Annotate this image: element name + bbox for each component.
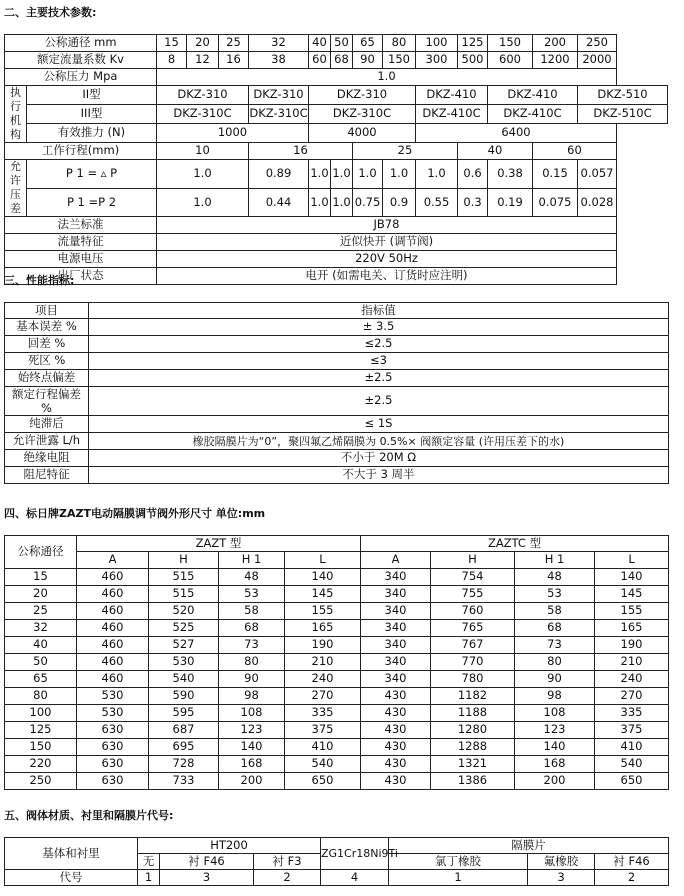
dims-value-cell: 650: [285, 773, 361, 790]
dims-value-cell: 140: [515, 739, 595, 756]
dims-value-cell: 123: [219, 722, 285, 739]
dims-value-cell: 765: [431, 620, 515, 637]
dp1-cell: 0.15: [533, 160, 578, 189]
kv-cell: 1200: [533, 52, 578, 69]
dims-value-cell: 58: [219, 603, 285, 620]
dims-head-zazt: ZAZT 型: [77, 536, 361, 552]
dims-diam-cell: 100: [5, 705, 77, 722]
dims-value-cell: 240: [285, 671, 361, 688]
dims-value-cell: 165: [595, 620, 669, 637]
dims-row: [5, 756, 669, 773]
mat-ht200: HT200: [138, 838, 321, 854]
row-stroke: [5, 143, 668, 160]
dims-subhead-cell: L: [595, 552, 669, 569]
perf-head-value: 指标值: [89, 303, 669, 319]
dims-value-cell: 460: [77, 654, 149, 671]
dims-value-cell: 460: [77, 603, 149, 620]
dp2-cell: 0.075: [533, 188, 578, 217]
dims-value-cell: 590: [149, 688, 219, 705]
thrust-label: 有效推力 (N): [27, 124, 157, 143]
type2-cell: DKZ-310: [157, 86, 249, 105]
dims-value-cell: 155: [285, 603, 361, 620]
kv-label: 额定流量系数 Kv: [5, 52, 157, 69]
diam-cell: 150: [488, 35, 533, 52]
dims-value-cell: 430: [361, 688, 431, 705]
dims-subhead-cell: H 1: [219, 552, 285, 569]
dp2-cell: 1.0: [309, 188, 331, 217]
dp1-cell: 1.0: [353, 160, 383, 189]
power-value: 220V 50Hz: [157, 251, 617, 268]
dims-value-cell: 527: [149, 637, 219, 654]
mat-zg: ZG1Cr18Ni9Ti: [321, 838, 389, 870]
perf-head-item: 项目: [5, 303, 89, 319]
kv-cell: 16: [219, 52, 249, 69]
flange-label: 法兰标准: [5, 217, 157, 234]
dp1-cell: 1.0: [383, 160, 416, 189]
stroke-cell: 25: [353, 143, 458, 160]
dims-value-cell: 140: [595, 569, 669, 586]
dims-value-cell: 68: [515, 620, 595, 637]
mat-code: 1: [389, 870, 528, 886]
dims-value-cell: 460: [77, 637, 149, 654]
dims-row: [5, 671, 669, 688]
dims-diam-cell: 50: [5, 654, 77, 671]
diam-cell: 32: [249, 35, 309, 52]
dims-value-cell: 210: [285, 654, 361, 671]
dims-value-cell: 650: [595, 773, 669, 790]
dims-value-cell: 515: [149, 569, 219, 586]
dims-value-cell: 53: [515, 586, 595, 603]
dims-value-cell: 540: [149, 671, 219, 688]
diam-cell: 20: [187, 35, 219, 52]
type2-cell: DKZ-510: [578, 86, 668, 105]
dp1-cell: 0.38: [488, 160, 533, 189]
section-title-dims: 四、标日牌ZAZT电动隔膜调节阀外形尺寸 单位:mm: [4, 507, 266, 520]
kv-cell: 600: [488, 52, 533, 69]
dims-head-zaztc: ZAZTC 型: [361, 536, 669, 552]
type3-cell: DKZ-310C: [309, 105, 416, 124]
dims-row: [5, 705, 669, 722]
kv-cell: 500: [458, 52, 488, 69]
kv-cell: 150: [383, 52, 416, 69]
dims-value-cell: 200: [515, 773, 595, 790]
dims-value-cell: 460: [77, 586, 149, 603]
dp2-cell: 1.0: [331, 188, 353, 217]
dims-value-cell: 515: [149, 586, 219, 603]
allow-dp-label: 允许压差: [5, 160, 27, 217]
dims-diam-cell: 250: [5, 773, 77, 790]
row-kv: [5, 52, 668, 69]
diam-cell: 250: [578, 35, 617, 52]
mat-code-label: 代号: [5, 870, 138, 886]
dims-row: [5, 722, 669, 739]
dims-value-cell: 155: [595, 603, 669, 620]
dims-value-cell: 73: [515, 637, 595, 654]
mat-code: 2: [595, 870, 669, 886]
thrust-cell: 1000: [157, 124, 309, 143]
row-pressure: [5, 69, 668, 86]
dims-diam-cell: 20: [5, 586, 77, 603]
dims-value-cell: 767: [431, 637, 515, 654]
diam-cell: 15: [157, 35, 187, 52]
dims-value-cell: 140: [219, 739, 285, 756]
perf-value: 橡胶隔膜片为“0”，聚四氟乙烯隔膜为 0.5%× 阀额定容量 (许用压差下的水): [89, 433, 669, 450]
type3-cell: DKZ-410C: [416, 105, 488, 124]
flow-value: 近似快开 (调节阀): [157, 234, 617, 251]
dims-value-cell: 754: [431, 569, 515, 586]
dims-value-cell: 90: [515, 671, 595, 688]
perf-item: 阻尼特征: [5, 467, 89, 484]
dims-value-cell: 190: [595, 637, 669, 654]
dp2-cell: 0.19: [488, 188, 533, 217]
dims-value-cell: 733: [149, 773, 219, 790]
diam-cell: 40: [309, 35, 331, 52]
perf-value: ≤2.5: [89, 336, 669, 353]
perf-item: 绝缘电阻: [5, 450, 89, 467]
dims-diam-cell: 40: [5, 637, 77, 654]
mat-code: 4: [321, 870, 389, 886]
dims-value-cell: 190: [285, 637, 361, 654]
dims-diam-cell: 125: [5, 722, 77, 739]
dims-value-cell: 1288: [431, 739, 515, 756]
perf-value: ± 3.5: [89, 319, 669, 336]
type3-cell: DKZ-310C: [249, 105, 309, 124]
dims-value-cell: 687: [149, 722, 219, 739]
type3-cell: DKZ-410C: [488, 105, 578, 124]
diam-cell: 65: [353, 35, 383, 52]
dims-value-cell: 525: [149, 620, 219, 637]
kv-cell: 8: [157, 52, 187, 69]
stroke-cell: 10: [157, 143, 249, 160]
dims-diam-cell: 80: [5, 688, 77, 705]
diam-cell: 200: [533, 35, 578, 52]
perf-item: 额定行程偏差 %: [5, 387, 89, 416]
pressure-label: 公称压力 Mpa: [5, 69, 157, 86]
dims-value-cell: 98: [219, 688, 285, 705]
perf-item: 基本误差 %: [5, 319, 89, 336]
dims-row: [5, 586, 669, 603]
dims-value-cell: 530: [149, 654, 219, 671]
mat-code: 1: [138, 870, 160, 886]
type2-cell: DKZ-410: [488, 86, 578, 105]
dims-value-cell: 73: [219, 637, 285, 654]
dp2-label: P 1 =P 2: [27, 188, 157, 217]
mat-body-label: 基体和衬里: [5, 838, 138, 870]
perf-item: 死区 %: [5, 353, 89, 370]
dims-subhead-cell: A: [361, 552, 431, 569]
dims-value-cell: 90: [219, 671, 285, 688]
diam-cell: 50: [331, 35, 353, 52]
dims-value-cell: 80: [219, 654, 285, 671]
dims-value-cell: 770: [431, 654, 515, 671]
thrust-cell: 6400: [416, 124, 617, 143]
dims-value-cell: 145: [595, 586, 669, 603]
dims-value-cell: 530: [77, 688, 149, 705]
dp2-cell: 0.3: [458, 188, 488, 217]
dims-value-cell: 540: [285, 756, 361, 773]
type2-cell: DKZ-310: [249, 86, 309, 105]
row-dp1: [5, 160, 668, 189]
dims-diam-cell: 25: [5, 603, 77, 620]
perf-value: ≤3: [89, 353, 669, 370]
dims-value-cell: 270: [595, 688, 669, 705]
dims-value-cell: 430: [361, 722, 431, 739]
dims-subhead-cell: L: [285, 552, 361, 569]
material-table: [4, 837, 669, 886]
kv-cell: 68: [331, 52, 353, 69]
perf-table: [4, 302, 669, 484]
dp1-cell: 1.0: [309, 160, 331, 189]
dims-value-cell: 430: [361, 756, 431, 773]
dims-value-cell: 630: [77, 739, 149, 756]
dims-subhead-cell: H 1: [515, 552, 595, 569]
dims-value-cell: 780: [431, 671, 515, 688]
flange-value: JB78: [157, 217, 617, 234]
dims-row: [5, 654, 669, 671]
row-power: [5, 251, 668, 268]
dims-value-cell: 1386: [431, 773, 515, 790]
perf-row: [5, 353, 669, 370]
dims-value-cell: 1188: [431, 705, 515, 722]
dims-value-cell: 630: [77, 722, 149, 739]
dims-table: [4, 535, 669, 790]
dims-value-cell: 460: [77, 671, 149, 688]
mat-sub: 氟橡胶: [528, 854, 595, 870]
dims-value-cell: 430: [361, 773, 431, 790]
stroke-cell: 40: [458, 143, 533, 160]
dims-value-cell: 48: [515, 569, 595, 586]
mat-diaphragm: 隔膜片: [389, 838, 669, 854]
pressure-value: 1.0: [157, 69, 617, 86]
actuator-label: 执行机构: [5, 86, 27, 143]
stroke-label: 工作行程(mm): [5, 143, 157, 160]
dims-row: [5, 569, 669, 586]
dims-value-cell: 728: [149, 756, 219, 773]
type3-cell: DKZ-310C: [157, 105, 249, 124]
dims-value-cell: 168: [219, 756, 285, 773]
type3-label: III型: [27, 105, 157, 124]
dims-value-cell: 340: [361, 671, 431, 688]
dims-value-cell: 375: [285, 722, 361, 739]
dims-value-cell: 630: [77, 756, 149, 773]
dp1-cell: 1.0: [416, 160, 458, 189]
dims-subhead-cell: H: [431, 552, 515, 569]
dims-value-cell: 760: [431, 603, 515, 620]
dims-row: [5, 637, 669, 654]
mat-sub: 无: [138, 854, 160, 870]
diam-cell: 25: [219, 35, 249, 52]
type3-cell: DKZ-510C: [578, 105, 668, 124]
dims-value-cell: 340: [361, 637, 431, 654]
dims-value-cell: 410: [285, 739, 361, 756]
dp2-cell: 0.44: [249, 188, 309, 217]
dims-diam-cell: 150: [5, 739, 77, 756]
dims-value-cell: 210: [595, 654, 669, 671]
dims-value-cell: 48: [219, 569, 285, 586]
mat-sub: 衬 F46: [595, 854, 669, 870]
dims-value-cell: 430: [361, 705, 431, 722]
perf-row: [5, 319, 669, 336]
dims-value-cell: 530: [77, 705, 149, 722]
tech-params-table: [4, 34, 668, 285]
perf-row: [5, 387, 669, 416]
perf-row: [5, 370, 669, 387]
perf-value: 不大于 3 周半: [89, 467, 669, 484]
dims-head-diam: 公称通径: [5, 536, 77, 569]
perf-item: 回差 %: [5, 336, 89, 353]
dims-row: [5, 688, 669, 705]
dp1-cell: 0.89: [249, 160, 309, 189]
dims-value-cell: 1280: [431, 722, 515, 739]
dims-value-cell: 53: [219, 586, 285, 603]
mat-code: 3: [160, 870, 254, 886]
dims-value-cell: 340: [361, 620, 431, 637]
dp2-cell: 0.028: [578, 188, 617, 217]
mat-sub: 氯丁橡胶: [389, 854, 528, 870]
factory-label: 出厂状态: [5, 268, 157, 285]
diameter-label: 公称通径 mm: [5, 35, 157, 52]
type2-cell: DKZ-310: [309, 86, 416, 105]
perf-item: 始终点偏差: [5, 370, 89, 387]
dims-value-cell: 80: [515, 654, 595, 671]
dims-value-cell: 108: [219, 705, 285, 722]
dims-value-cell: 335: [285, 705, 361, 722]
perf-row: [5, 450, 669, 467]
dims-subhead-cell: A: [77, 552, 149, 569]
dims-value-cell: 630: [77, 773, 149, 790]
stroke-cell: 16: [249, 143, 353, 160]
diam-cell: 125: [458, 35, 488, 52]
dims-value-cell: 98: [515, 688, 595, 705]
dims-value-cell: 410: [595, 739, 669, 756]
type2-label: II型: [27, 86, 157, 105]
dp1-cell: 1.0: [331, 160, 353, 189]
dims-value-cell: 165: [285, 620, 361, 637]
dims-diam-cell: 15: [5, 569, 77, 586]
row-thrust: [5, 124, 668, 143]
dims-diam-cell: 220: [5, 756, 77, 773]
row-flow: [5, 234, 668, 251]
dims-value-cell: 340: [361, 654, 431, 671]
dims-row: [5, 739, 669, 756]
perf-value: ±2.5: [89, 370, 669, 387]
perf-value: ≤ 1S: [89, 416, 669, 433]
stroke-cell: 60: [533, 143, 617, 160]
dims-row: [5, 773, 669, 790]
factory-value: 电开 (如需电关、订货时应注明): [157, 268, 617, 285]
dims-value-cell: 340: [361, 569, 431, 586]
dims-value-cell: 145: [285, 586, 361, 603]
perf-row: [5, 467, 669, 484]
row-diameter: [5, 35, 668, 52]
perf-row: [5, 433, 669, 450]
dp2-cell: 0.75: [353, 188, 383, 217]
dims-value-cell: 460: [77, 620, 149, 637]
dims-value-cell: 1182: [431, 688, 515, 705]
row-factory: [5, 268, 668, 285]
section-title-tech: 二、主要技术参数:: [4, 6, 97, 19]
dims-value-cell: 1321: [431, 756, 515, 773]
perf-item: 允许泄露 L/h: [5, 433, 89, 450]
diam-cell: 80: [383, 35, 416, 52]
row-dp2: [5, 188, 668, 217]
dp1-cell: 0.057: [578, 160, 617, 189]
dims-value-cell: 430: [361, 739, 431, 756]
dims-value-cell: 520: [149, 603, 219, 620]
thrust-cell: 4000: [309, 124, 416, 143]
dims-value-cell: 123: [515, 722, 595, 739]
type2-cell: DKZ-410: [416, 86, 488, 105]
dims-value-cell: 340: [361, 603, 431, 620]
dims-value-cell: 540: [595, 756, 669, 773]
kv-cell: 38: [249, 52, 309, 69]
row-flange: [5, 217, 668, 234]
kv-cell: 2000: [578, 52, 617, 69]
kv-cell: 60: [309, 52, 331, 69]
dims-value-cell: 375: [595, 722, 669, 739]
dims-row: [5, 603, 669, 620]
diam-cell: 100: [416, 35, 458, 52]
row-type2: [5, 86, 668, 105]
mat-sub: 衬 F46: [160, 854, 254, 870]
dims-value-cell: 755: [431, 586, 515, 603]
mat-sub: 衬 F3: [254, 854, 321, 870]
kv-cell: 12: [187, 52, 219, 69]
kv-cell: 90: [353, 52, 383, 69]
dims-value-cell: 270: [285, 688, 361, 705]
dims-value-cell: 140: [285, 569, 361, 586]
dp1-label: P 1 = ▵ P: [27, 160, 157, 189]
dims-value-cell: 200: [219, 773, 285, 790]
dims-value-cell: 58: [515, 603, 595, 620]
dims-subhead-cell: H: [149, 552, 219, 569]
dims-value-cell: 695: [149, 739, 219, 756]
flow-label: 流量特征: [5, 234, 157, 251]
dims-value-cell: 335: [595, 705, 669, 722]
dims-diam-cell: 32: [5, 620, 77, 637]
dp2-cell: 1.0: [157, 188, 249, 217]
power-label: 电源电压: [5, 251, 157, 268]
dims-value-cell: 340: [361, 586, 431, 603]
kv-cell: 300: [416, 52, 458, 69]
perf-row: [5, 416, 669, 433]
perf-value: 不小于 20M Ω: [89, 450, 669, 467]
dims-value-cell: 68: [219, 620, 285, 637]
perf-row: [5, 336, 669, 353]
section-title-material: 五、阀体材质、衬里和隔膜片代号:: [4, 809, 174, 822]
dp1-cell: 0.6: [458, 160, 488, 189]
dp2-cell: 0.55: [416, 188, 458, 217]
dims-value-cell: 460: [77, 569, 149, 586]
dims-value-cell: 168: [515, 756, 595, 773]
perf-value: ±2.5: [89, 387, 669, 416]
dims-row: [5, 620, 669, 637]
mat-code: 3: [528, 870, 595, 886]
dims-value-cell: 595: [149, 705, 219, 722]
section-title-perf: 三、性能指标:: [4, 274, 75, 287]
row-type3: [5, 105, 668, 124]
dims-value-cell: 240: [595, 671, 669, 688]
dims-diam-cell: 65: [5, 671, 77, 688]
dp2-cell: 0.9: [383, 188, 416, 217]
perf-item: 纯滞后: [5, 416, 89, 433]
dims-value-cell: 108: [515, 705, 595, 722]
mat-code: 2: [254, 870, 321, 886]
dp1-cell: 1.0: [157, 160, 249, 189]
